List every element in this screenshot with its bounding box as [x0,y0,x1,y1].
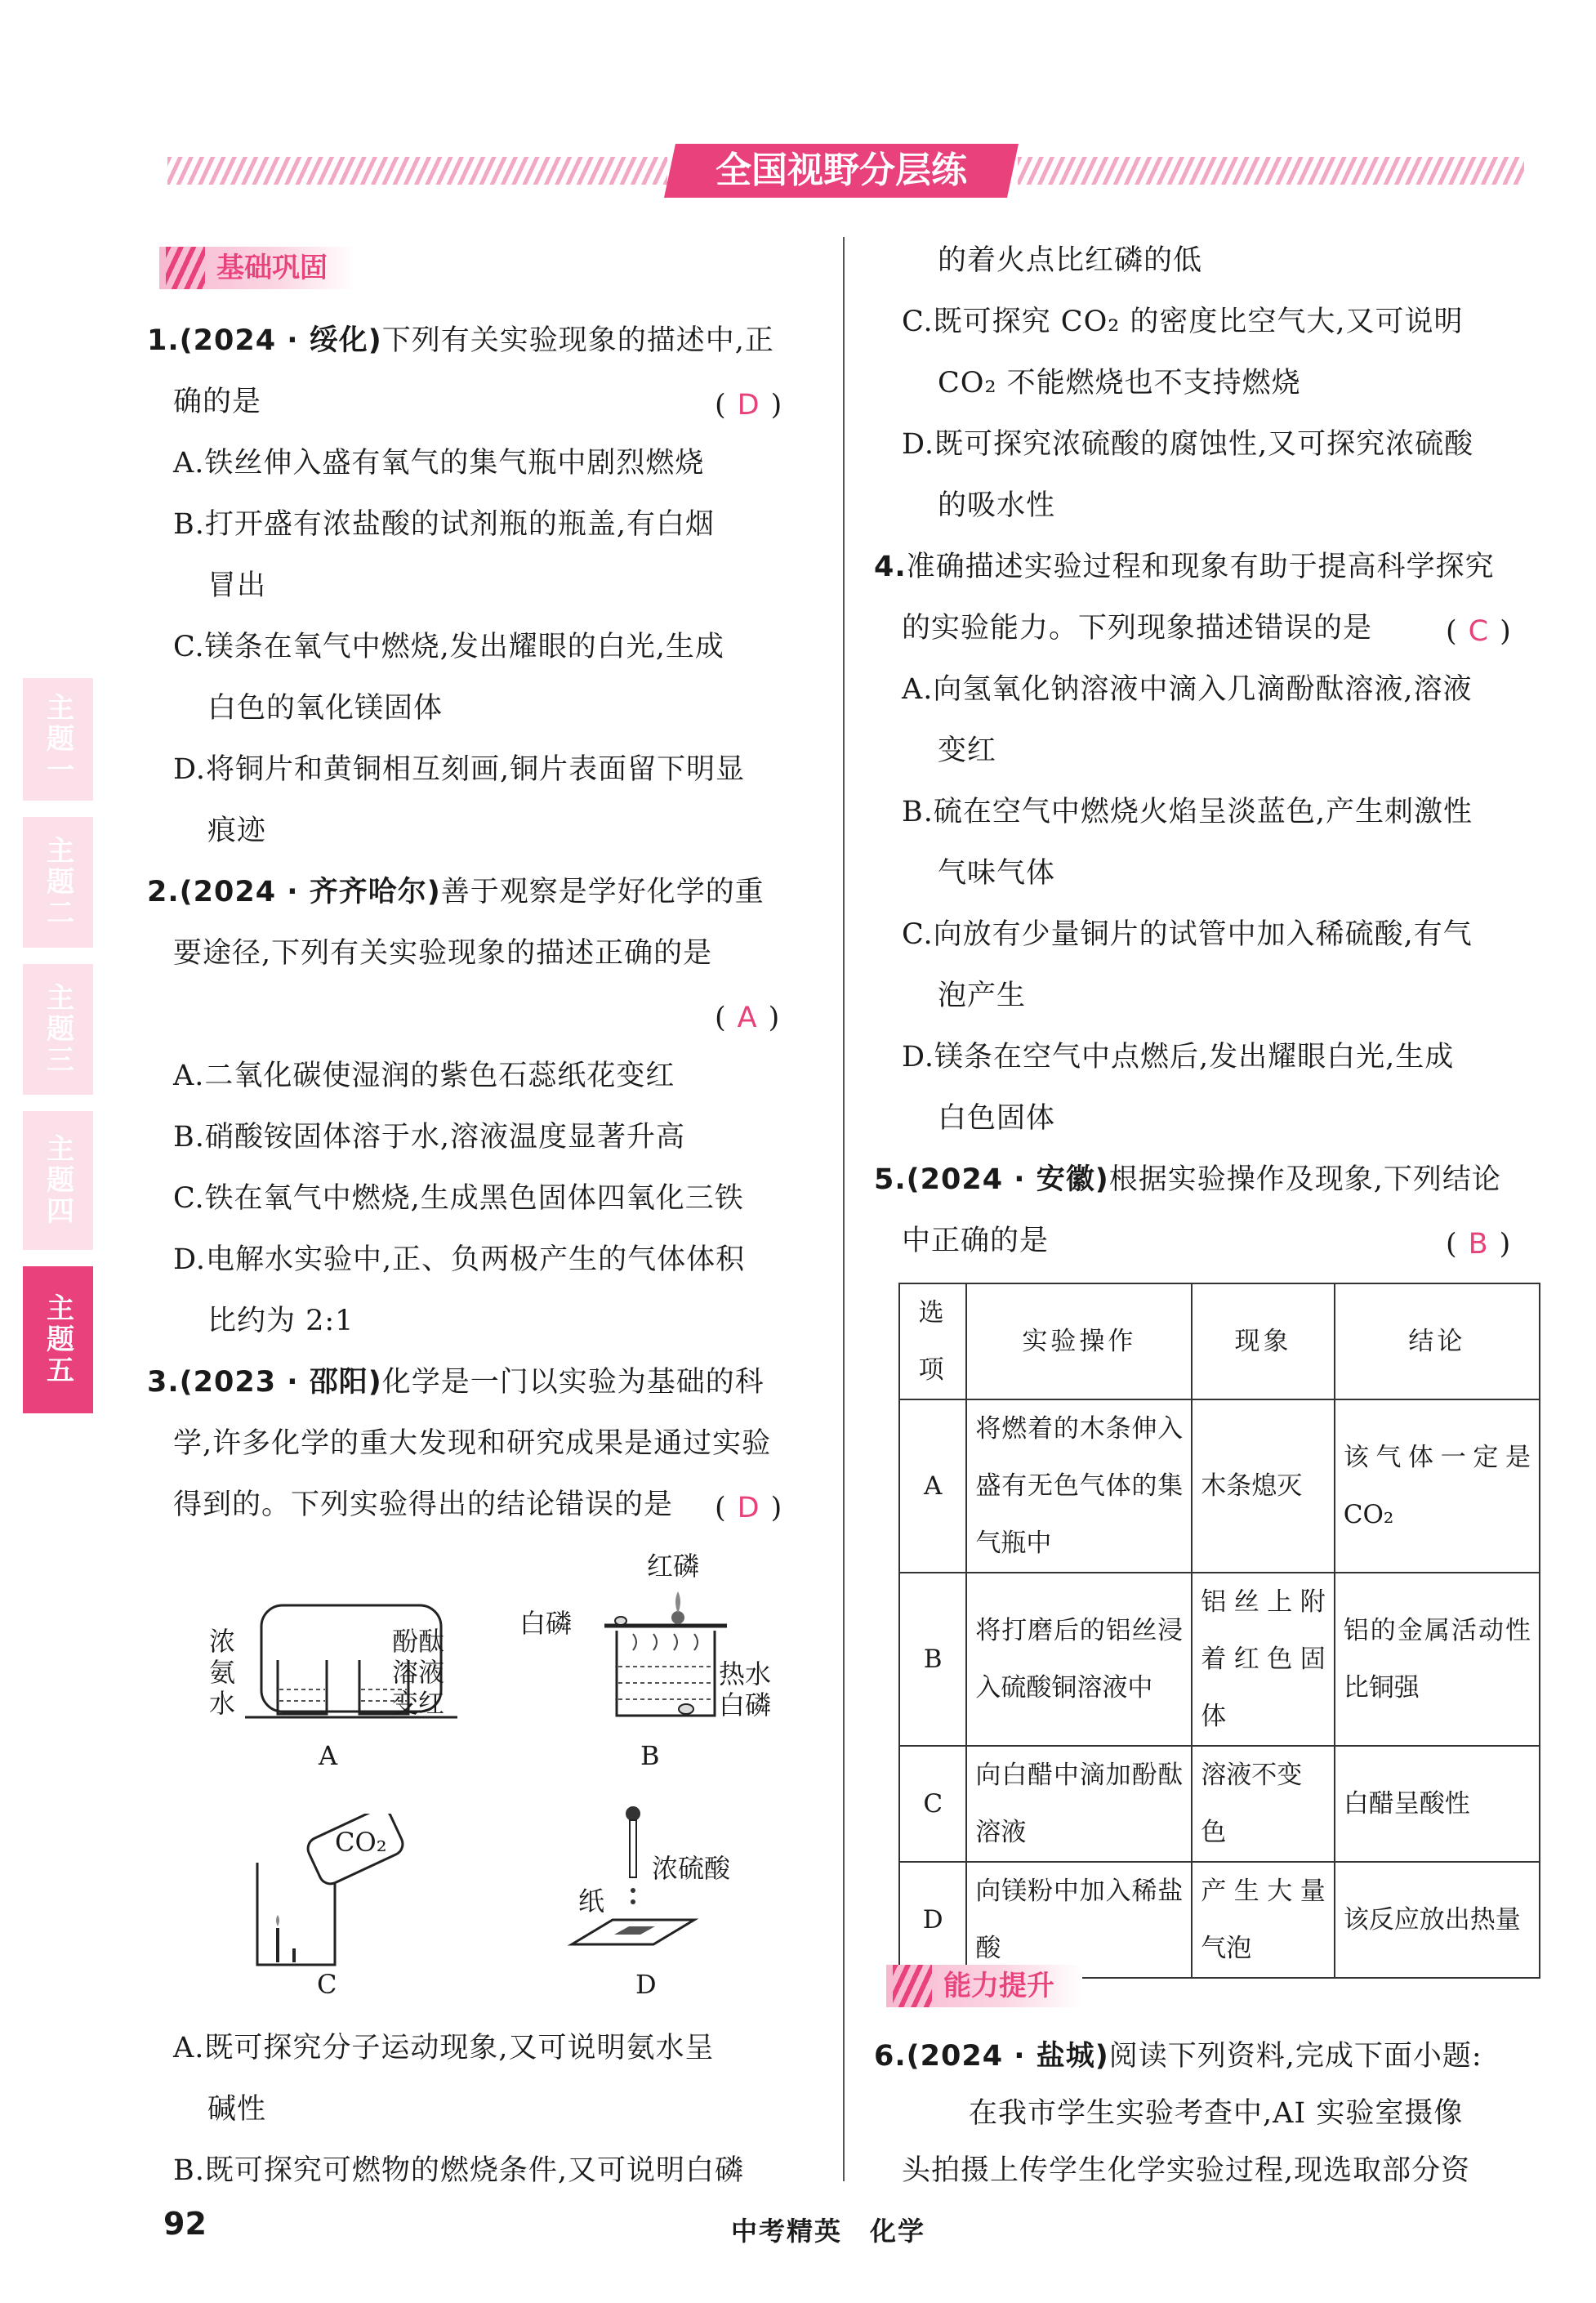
q3-answer: ( D ) [715,1492,782,1524]
q4-option-d1: D.镁条在空气中点燃后,发出耀眼白光,生成 [902,1041,1455,1073]
q3-line1: 3.(2023 · 邵阳)化学是一门以实验为基础的科 [147,1366,765,1399]
table-header-row [899,1283,1540,1399]
q5-table [898,1283,1540,1979]
q2-option-c: C.铁在氧气中燃烧,生成黑色固体四氧化三铁 [173,1182,744,1215]
q2-line1: 2.(2024 · 齐齐哈尔)善于观察是学好化学的重 [147,876,765,908]
table-cell: 木条熄灭 [1192,1399,1334,1573]
q3-option-c1: C.既可探究 CO₂ 的密度比空气大,又可说明 [902,306,1464,338]
q1-option-a: A.铁丝伸入盛有氧气的集气瓶中剧烈燃烧 [173,447,705,480]
fig-b-top-label: 红磷 [647,1551,700,1582]
q2-line2: 要途径,下列有关实验现象的描述正确的是 [173,937,713,970]
q1-line1: 1.(2024 · 绥化)下列有关实验现象的描述中,正 [147,324,774,357]
q1-option-b1: B.打开盛有浓盐酸的试剂瓶的瓶盖,有白烟 [173,508,715,541]
fig-d-caption: D [635,1969,657,2000]
table-cell: 该反应放出热量 [1335,1862,1540,1978]
fig-d-acid-label: 浓硫酸 [652,1853,731,1884]
q4-line2: 的实验能力。下列现象描述错误的是 [902,612,1373,645]
table-cell: B [899,1573,966,1746]
section-banner: 全国视野分层练 [664,144,1019,198]
q3-option-b1: B.既可探究可燃物的燃烧条件,又可说明白磷 [173,2154,744,2187]
q6-line3: 头拍摄上传学生化学实验过程,现选取部分资 [902,2154,1471,2187]
table-cell: 铝的金属活动性比铜强 [1335,1573,1540,1746]
section-basic: 基础巩固 [159,247,355,289]
side-tab-5[interactable]: 主题五 [23,1266,93,1413]
fig-a-caption: A [319,1740,338,1771]
q4-option-c2: 泡产生 [938,980,1027,1012]
q5-line2: 中正确的是 [902,1225,1050,1257]
table-cell: 铝丝上附着红色固体 [1192,1573,1334,1746]
q4-answer: ( C ) [1446,615,1511,648]
q2-option-a: A.二氧化碳使湿润的紫色石蕊纸花变红 [173,1060,675,1092]
fig-b-caption: B [640,1740,660,1771]
q3-option-d1: D.既可探究浓硫酸的腐蚀性,又可探究浓硫酸 [902,428,1474,461]
book-title: 中考精英 化学 [731,2216,926,2247]
table-cell: A [899,1399,966,1573]
q3-option-c2: CO₂ 不能燃烧也不支持燃烧 [938,367,1301,399]
table-header: 结论 [1335,1283,1540,1399]
table-cell: 溶液不变色 [1192,1746,1334,1862]
q4-option-b1: B.硫在空气中燃烧火焰呈淡蓝色,产生刺激性 [902,796,1473,828]
q2-option-d1: D.电解水实验中,正、负两极产生的气体体积 [173,1243,746,1276]
header-hatch-left [167,157,667,185]
q1-option-c1: C.镁条在氧气中燃烧,发出耀眼的白光,生成 [173,631,724,663]
q5-line1: 5.(2024 · 安徽)根据实验操作及现象,下列结论 [874,1163,1501,1196]
section-advanced: 能力提升 [886,1965,1082,2007]
side-tab-1[interactable]: 主题一 [23,678,93,801]
fig-c-gas-label: CO₂ [335,1827,387,1858]
page-number: 92 [163,2206,207,2242]
q2-option-b: B.硝酸铵固体溶于水,溶液温度显著升高 [173,1121,685,1154]
table-row [899,1862,1540,1978]
q4-line1: 4.准确描述实验过程和现象有助于提高科学探究 [874,551,1495,583]
q3-line2: 学,许多化学的重大发现和研究成果是通过实验 [173,1427,772,1460]
table-cell: 产生大量气泡 [1192,1862,1334,1978]
column-divider [843,237,845,2181]
table-cell: 向白醋中滴加酚酞溶液 [966,1746,1192,1862]
table-cell: C [899,1746,966,1862]
table-cell: D [899,1862,966,1978]
table-cell: 向镁粉中加入稀盐酸 [966,1862,1192,1978]
q3-line3: 得到的。下列实验得出的结论错误的是 [173,1488,674,1521]
q1-line2: 确的是 [173,386,262,418]
q1-option-b2: 冒出 [207,569,267,602]
table-cell: 将燃着的木条伸入盛有无色气体的集气瓶中 [966,1399,1192,1573]
q3-option-a1: A.既可探究分子运动现象,又可说明氨水呈 [173,2032,715,2064]
fig-a-right-label: 酚酞 溶液 变红 [392,1626,445,1719]
table-header: 现象 [1192,1283,1334,1399]
q6-line1: 6.(2024 · 盐城)阅读下列资料,完成下面小题: [874,2040,1482,2073]
q4-option-a2: 变红 [938,734,997,767]
q3-option-a2: 碱性 [207,2093,267,2126]
q1-answer: ( D ) [715,389,782,422]
fig-d-paper-label: 纸 [578,1886,605,1917]
side-tab-4[interactable]: 主题四 [23,1111,93,1250]
q2-option-d2: 比约为 2:1 [207,1305,354,1337]
q6-line2: 在我市学生实验考查中,AI 实验室摄像 [969,2097,1464,2130]
table-cell: 将打磨后的铝丝浸入硫酸铜溶液中 [966,1573,1192,1746]
q4-option-c1: C.向放有少量铜片的试管中加入稀硫酸,有气 [902,918,1473,951]
fig-a-left-label: 浓 氨 水 [209,1626,236,1719]
table-header: 选项 [899,1283,966,1399]
q2-answer: ( A ) [715,1002,780,1034]
table-row [899,1399,1540,1573]
table-cell: 该气体一定是 CO₂ [1335,1399,1540,1573]
table-row [899,1573,1540,1746]
side-tab-3[interactable]: 主题三 [23,964,93,1095]
fig-b-left-label: 白磷 [519,1608,573,1639]
q4-option-a1: A.向氢氧化钠溶液中滴入几滴酚酞溶液,溶液 [902,673,1473,706]
q1-option-d2: 痕迹 [207,815,267,847]
table-header: 实验操作 [966,1283,1192,1399]
q1-option-c2: 白色的氧化镁固体 [207,692,444,725]
table-cell: 白醋呈酸性 [1335,1746,1540,1862]
table-row [899,1746,1540,1862]
q4-option-d2: 白色固体 [938,1102,1056,1135]
side-tab-2[interactable]: 主题二 [23,817,93,948]
q4-option-b2: 气味气体 [938,857,1056,890]
q3-option-b2: 的着火点比红磷的低 [938,244,1203,277]
q1-option-d1: D.将铜片和黄铜相互刻画,铜片表面留下明显 [173,753,746,786]
fig-c-caption: C [317,1969,337,2000]
fig-b-right-label: 热水 白磷 [719,1658,772,1721]
q3-option-d2: 的吸水性 [938,489,1056,522]
header-hatch-right [1018,157,1524,185]
q5-answer: ( B ) [1446,1228,1511,1261]
